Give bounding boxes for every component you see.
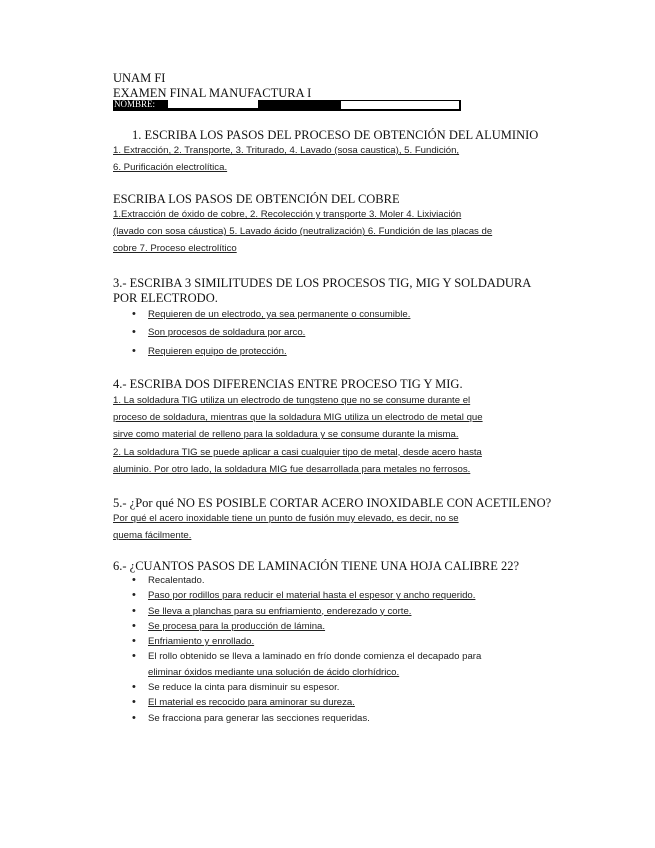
- question-6: 6.- ¿CUANTOS PASOS DE LAMINACIÓN TIENE UNA HOJA CALIBRE 22?: [113, 559, 520, 573]
- list-item: • Requieren equipo de protección.: [113, 344, 553, 359]
- answer-line: aluminio. Por otro lado, la soldadura MIG fue desarrollada para metales no ferrosos.: [113, 463, 471, 475]
- redaction-gap: [168, 100, 258, 108]
- name-field-redacted: [113, 100, 461, 111]
- list-item: • Se procesa para la producción de lámina.: [113, 619, 553, 634]
- name-label: NOMBRE:: [114, 99, 156, 109]
- answer-line: proceso de soldadura, mientras que la soldadura MIG utiliza un electrodo de metal que: [113, 412, 483, 424]
- answer-3-list: [113, 307, 553, 359]
- answer-line: cobre 7. Proceso electrolítico: [113, 243, 237, 255]
- list-item: • Paso por rodillos para reducir el material hasta el espesor y ancho requerido.: [113, 588, 553, 603]
- question-4: 4.- ESCRIBA DOS DIFERENCIAS ENTRE PROCESO TIG Y MIG.: [113, 377, 463, 391]
- answer-line: 2. La soldadura TIG se puede aplicar a casi cualquier tipo de metal, desde acero hasta: [113, 446, 482, 458]
- question-3: 3.- ESCRIBA 3 SIMILITUDES DE LOS PROCESOS TIG, MIG Y SOLDADURA POR ELECTRODO.: [113, 276, 531, 305]
- answer-line: 1. La soldadura TIG utiliza un electrodo de tungsteno que no se consume durante el: [113, 395, 471, 406]
- question-2: ESCRIBA LOS PASOS DE OBTENCIÓN DEL COBRE: [113, 192, 400, 206]
- answer-5: [113, 510, 543, 544]
- answer-line: 1. Extracción, 2. Transporte, 3. Triturado, 4. Lavado (sosa caustica), 5. Fundición,: [113, 145, 460, 156]
- list-item: • Se reduce la cinta para disminuir su espesor.: [113, 680, 553, 695]
- list-item: • Enfriamiento y enrollado.: [113, 634, 553, 649]
- answer-2: [113, 206, 543, 258]
- list-item: • Se fracciona para generar las secciones requeridas.: [113, 711, 553, 726]
- list-item: • Requieren de un electrodo, ya sea permanente o consumible.: [113, 307, 553, 322]
- answer-line: 6. Purificación electrolítica.: [113, 162, 228, 174]
- list-item: • Son procesos de soldadura por arco.: [113, 325, 553, 340]
- answer-line: quema fácilmente.: [113, 530, 192, 542]
- answer-line: sirve como material de relleno para la soldadura y se consume durante la misma.: [113, 429, 459, 441]
- list-item: • Se lleva a planchas para su enfriamiento, enderezado y corte.: [113, 604, 553, 619]
- answer-line: Por qué el acero inoxidable tiene un punto de fusión muy elevado, es decir, no se: [113, 513, 459, 524]
- question-5: 5.- ¿Por qué NO ES POSIBLE CORTAR ACERO INOXIDABLE CON ACETILENO?: [113, 496, 552, 510]
- school-title: UNAM FI: [113, 71, 166, 85]
- answer-4: [113, 392, 543, 478]
- list-item: • Recalentado.: [113, 573, 553, 588]
- question-1: 1. ESCRIBA LOS PASOS DEL PROCESO DE OBTENCIÓN DEL ALUMINIO: [132, 128, 539, 142]
- exam-title: EXAMEN FINAL MANUFACTURA I: [113, 86, 312, 100]
- list-item: • El rollo obtenido se lleva a laminado en frío donde comienza el decapado para eliminar óxidos mediante una solución de ácido clorhídrico.: [113, 649, 553, 680]
- answer-6-list: [113, 573, 553, 726]
- answer-line: (lavado con sosa cáustica) 5. Lavado ácido (neutralización) 6. Fundición de las placas de: [113, 226, 493, 238]
- list-item: • El material es recocido para aminorar su dureza.: [113, 695, 553, 710]
- redaction-gap: [341, 101, 459, 109]
- answer-line: 1.Extracción de óxido de cobre, 2. Recolección y transporte 3. Moler 4. Lixiviación: [113, 209, 462, 220]
- answer-1: [113, 142, 543, 176]
